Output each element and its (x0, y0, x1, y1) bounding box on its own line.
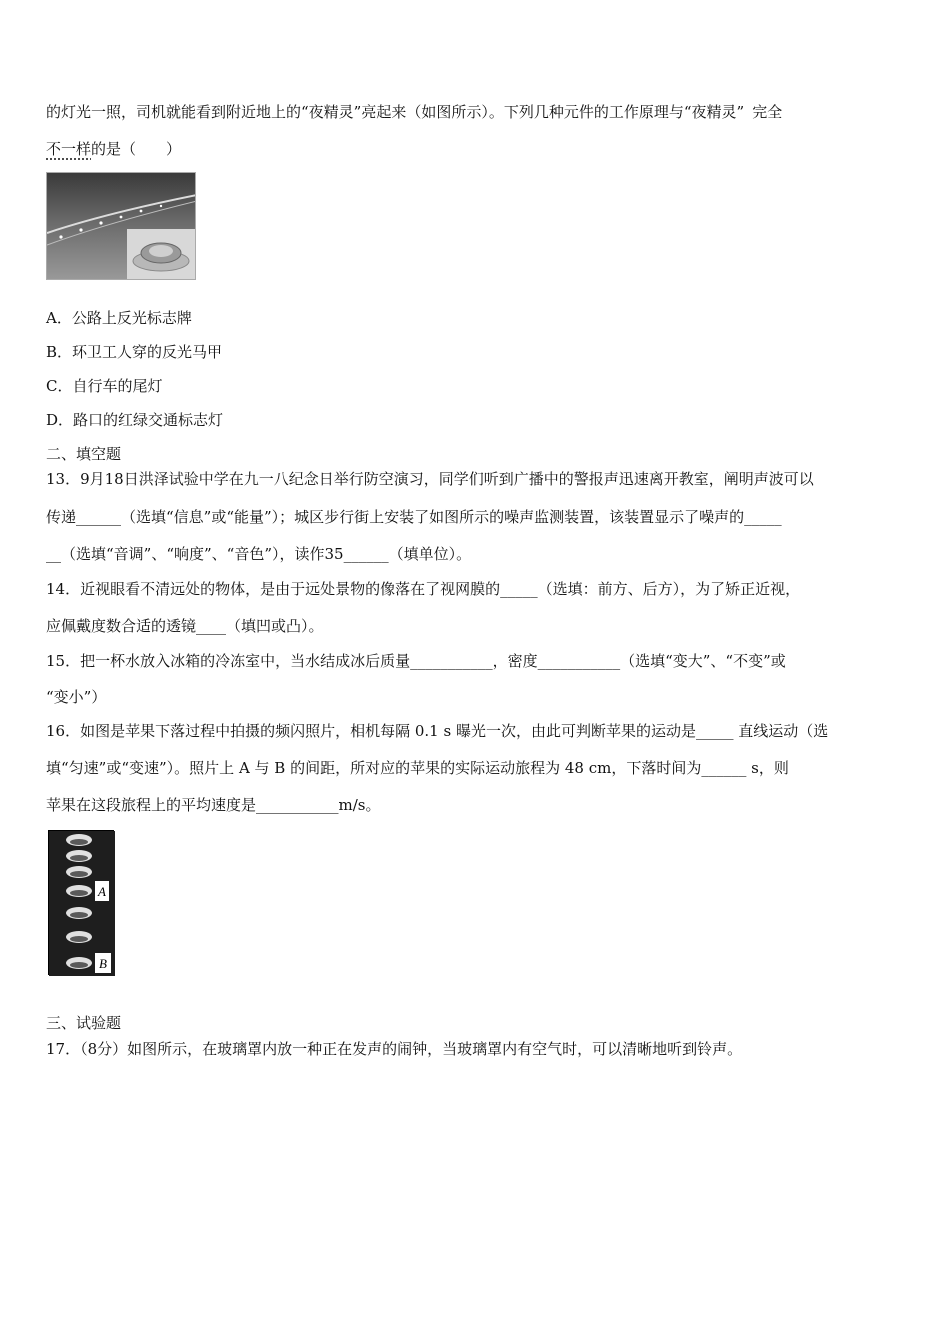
q14-line2: 应佩戴度数合适的透镜____（填凹或凸）。 (46, 617, 324, 635)
q15-line1: 15．把一杯水放入冰箱的冷冻室中，当水结成冰后质量___________，密度___________（选填“变大”、“不变”或 (46, 652, 786, 670)
section-fill-in-title: 二、填空题 (46, 445, 122, 463)
point-b-label: B (99, 956, 107, 971)
q12-option-a: A．公路上反光标志牌 (46, 309, 192, 327)
section-experiment-title: 三、试验题 (46, 1014, 122, 1032)
q16-line1: 16．如图是苹果下落过程中拍摄的频闪照片，相机每隔 0.1 s 曝光一次，由此可判断苹果的运动是_____ 直线运动（选 (46, 722, 829, 740)
q17-line1: 17．（8分）如图所示，在玻璃罩内放一种正在发声的闹钟，当玻璃罩内有空气时，可以清晰地听到铃声。 (46, 1040, 743, 1058)
q12-stem-line1 (46, 102, 782, 122)
q13-line1: 13．9月18日洪泽试验中学在九一八纪念日举行防空演习，同学们听到广播中的警报声迅速离开教室，阐明声波可以 (46, 470, 814, 488)
q12-line1-text: 的灯光一照，司机就能看到附近地上的“夜精灵”亮起来（如图所示）。下列几种元件的工作原理与“夜精灵” (46, 103, 745, 121)
q15-line2: “变小”） (46, 688, 107, 706)
night-road-figure (46, 172, 196, 280)
q12-line2-text: 的是（ ） (91, 140, 182, 158)
night-road-image (47, 173, 196, 280)
q12-option-b: B．环卫工人穿的反光马甲 (46, 343, 223, 361)
q16-line2: 填“匀速”或“变速”）。照片上 A 与 B 的间距，所对应的苹果的实际运动旅程为 48 cm，下落时间为______ s，则 (46, 759, 789, 777)
q13-line3: __（选填“音调”、“响度”、“音色”），读作35______（填单位）。 (46, 545, 472, 563)
q13-line2: 传递______（选填“信息”或“能量”）；城区步行街上安装了如图所示的噪声监测装置，该装置显示了噪声的_____ (46, 508, 782, 526)
apple-strobe-photo (48, 830, 114, 975)
point-a-label: A (98, 884, 106, 899)
q12-stem-line2 (46, 139, 181, 159)
q12-emphasis-complete: 完全 (752, 103, 783, 121)
q14-line1: 14．近视眼看不清远处的物体，是由于远处景物的像落在了视网膜的_____（选填：前方、后方），为了矫正近视， (46, 580, 801, 598)
q12-option-c: C．自行车的尾灯 (46, 377, 163, 395)
q12-emphasis-not-same: 不一样 (46, 140, 92, 158)
q12-option-d: D．路口的红绿交通标志灯 (46, 411, 224, 429)
apple-strobe-image (49, 831, 115, 976)
q16-line3: 苹果在这段旅程上的平均速度是___________m/s。 (46, 796, 381, 814)
